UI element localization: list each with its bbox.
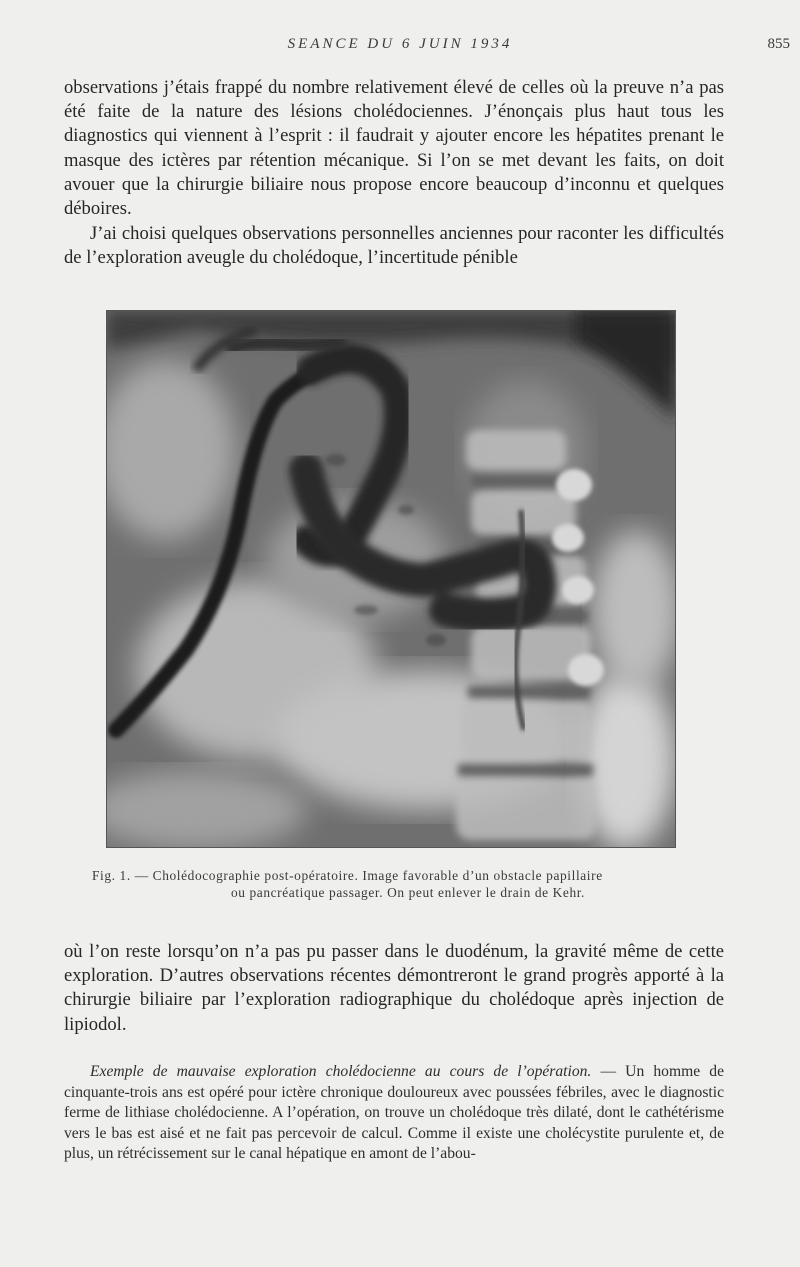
case-report-text: — Un homme de cinquante-trois ans est opéré pour ictère chronique douloureux avec poussées fébriles, avec le diagnostic ferme de lithiase cholédocienne. A l’opération, on trouve un cholédoque très dilaté, dont le cathétérisme vers le bas est aisé et ne fait pas percevoir de calcul. Comme il existe une cholécystite purulente et, de plus, un rétrécissement sur le canal hépatique en amont de l’abou- — [64, 1063, 724, 1163]
paragraph-choice: J’ai choisi quelques observations personnelles anciennes pour raconter les difficultés de l’exploration aveugle du cholédoque, l’incertitude pénible — [64, 223, 724, 269]
caption-line-1: Fig. 1. — Cholédocographie post-opératoire. Image favorable d’un obstacle papillaire — [92, 868, 603, 883]
xray-figure — [106, 310, 676, 848]
figure-caption — [92, 867, 724, 901]
running-head: SEANCE DU 6 JUIN 1934 — [287, 36, 513, 52]
page-header — [0, 36, 800, 58]
cholangiogram-image — [106, 310, 676, 848]
paragraph-exploration: où l’on reste lorsqu’on n’a pas pu passer dans le duodénum, la gravité même de cette exploration. D’autres observations récentes démontreront le grand progrès apporté à la chirurgie biliaire par l’exploration radiographique du cholédoque après injection de lipiodol. — [64, 941, 724, 1035]
paragraph-observations: observations j’étais frappé du nombre relativement élevé de celles où la preuve n’a pas été faite de la nature des lésions cholédociennes. J’énonçais plus haut tous les diagnostics qui viennent à l’esprit : il faudrait y ajouter encore les hépatites prenant le masque des ictères par rétention mécanique. Si l’on se met devant les faits, on doit avouer que la chirurgie biliaire nous propose encore beaucoup d’inconnu et quelques déboires. — [64, 77, 724, 220]
case-report — [64, 1062, 724, 1165]
case-report-title: Exemple de mauvaise exploration cholédocienne au cours de l’opération. — [90, 1063, 592, 1080]
page-number: 855 — [767, 36, 790, 52]
caption-line-2: ou pancréatique passager. On peut enlever le drain de Kehr. — [230, 885, 586, 900]
